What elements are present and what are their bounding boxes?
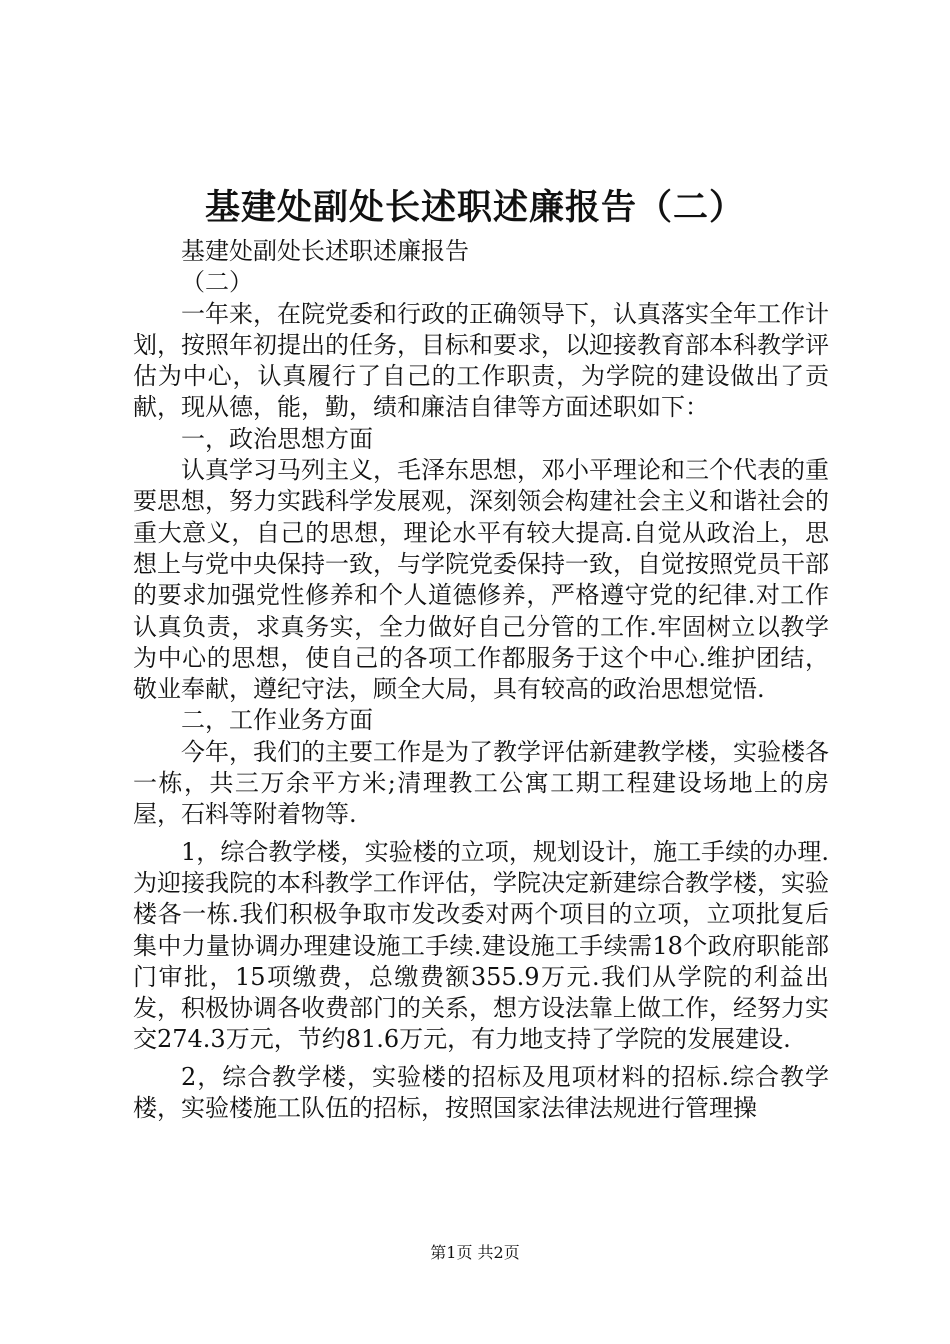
paragraph-item-2: 2，综合教学楼，实验楼的招标及甩项材料的招标.综合教学楼，实验楼施工队伍的招标，按照国家法律法规进行管理操 — [133, 1062, 829, 1123]
document-body — [133, 236, 829, 1124]
document-subtitle: 基建处副处长述职述廉报告 — [181, 237, 469, 265]
section-heading-work: 二，工作业务方面 — [181, 706, 373, 735]
page-number-footer: 第1页 共2页 — [430, 1243, 520, 1262]
document-title: 基建处副处长述职述廉报告（二） — [204, 187, 745, 228]
paragraph-political: 认真学习马列主义，毛泽东思想，邓小平理论和三个代表的重要思想，努力实践科学发展观，深刻领会构建社会主义和谐社会的重大意义，自己的思想，理论水平有较大提高.自觉从政治上，思想上与党中央保持一致，与学院党委保持一致，自觉按照党员干部的要求加强党性修养和个人道德修养，严格遵守党的纪律.对工作认真负责，求真务实，全力做好自己分管的工作.牢固树立以教学为中心的思想，使自己的各项工作都服务于这个中心.维护团结，敬业奉献，遵纪守法，顾全大局，具有较高的政治思想觉悟. — [133, 456, 829, 704]
section-heading-political: 一，政治思想方面 — [181, 424, 373, 453]
paragraph-item-1: 1，综合教学楼，实验楼的立项，规划设计，施工手续的办理.为迎接我院的本科教学工作评估，学院决定新建综合教学楼，实验楼各一栋.我们积极争取市发改委对两个项目的立项，立项批复后集中力量协调办理建设施工手续.建设施工手续需18个政府职能部门审批，15项缴费，总缴费额355.9万元.我们从学院的利益出发，积极协调各收费部门的关系，想方设法靠上做工作，经努力实交274.3万元，节约81.6万元，有力地支持了学院的发展建设. — [133, 837, 829, 1054]
document-subtitle-suffix: （二） — [181, 268, 253, 297]
paragraph-intro: 一年来，在院党委和行政的正确领导下，认真落实全年工作计划，按照年初提出的任务，目标和要求，以迎接教育部本科教学评估为中心，认真履行了自己的工作职责，为学院的建设做出了贡献，现从德，能，勤，绩和廉洁自律等方面述职如下： — [133, 299, 829, 422]
paragraph-work-summary: 今年，我们的主要工作是为了教学评估新建教学楼，实验楼各一栋，共三万余平方米;清理教工公寓工期工程建设场地上的房屋，石料等附着物等. — [133, 737, 829, 829]
